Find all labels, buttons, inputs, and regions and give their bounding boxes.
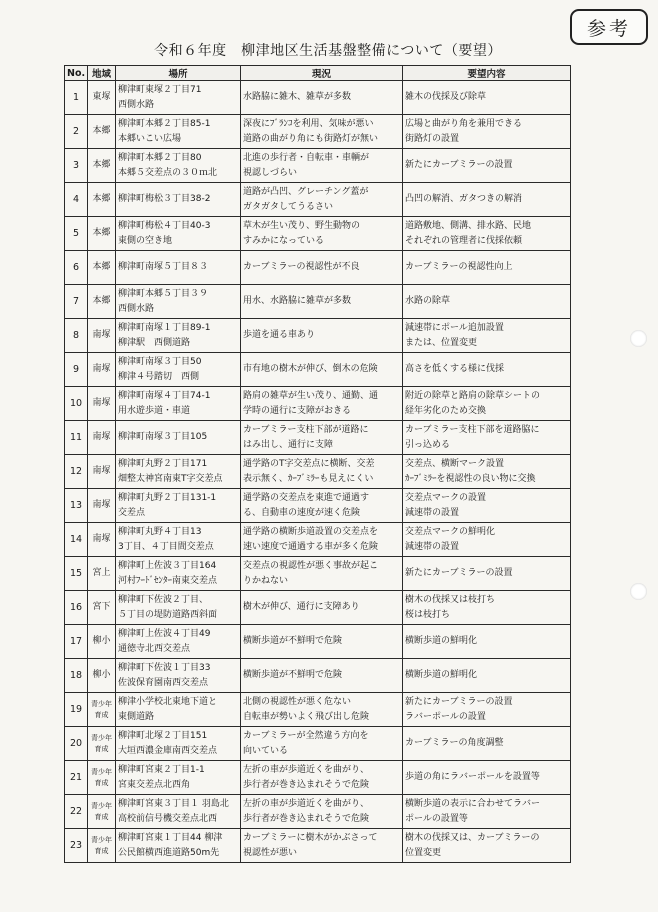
row-number: 17: [65, 625, 88, 659]
table-row: [65, 591, 571, 625]
request-line: 樹木の伐採又は、カーブミラーの: [405, 832, 540, 843]
table-row: [65, 421, 571, 455]
place-line: 柳津４号踏切 西側: [118, 371, 200, 382]
table-row: [65, 489, 571, 523]
row-request: [403, 659, 571, 693]
place-line: 柳津町宮東１丁目44 柳津: [118, 832, 223, 843]
table-row: [65, 183, 571, 217]
place-line: 柳津町下佐波１丁目33: [118, 662, 211, 673]
place-line: 柳津町下佐波２丁目、: [118, 594, 209, 605]
row-number: 21: [65, 761, 88, 795]
table-row: [65, 727, 571, 761]
status-line: 樹木が伸び、通行に支障あり: [243, 602, 360, 612]
request-line: 水路の除草: [405, 296, 451, 306]
row-area: 南塚: [88, 353, 116, 387]
status-line: 横断歩道が不鮮明で危険: [243, 670, 343, 680]
row-status: [241, 489, 403, 523]
request-line: ｶｰﾌﾞﾐﾗｰを視認性の良い物に交換: [405, 473, 536, 484]
row-request: [403, 115, 571, 149]
table-row: [65, 829, 571, 863]
row-request: [403, 693, 571, 727]
status-line: 表示無く、ｶｰﾌﾞﾐﾗｰも見えにくい: [243, 473, 374, 484]
punch-hole: [630, 583, 647, 600]
row-area: 柳小: [88, 659, 116, 693]
row-status: [241, 149, 403, 183]
status-line: 左折の車が歩道近くを曲がり、: [243, 798, 370, 809]
row-request: [403, 183, 571, 217]
request-line: カーブミラーの角度調整: [405, 738, 504, 748]
table-row: [65, 659, 571, 693]
status-line: 歩道を通る車あり: [243, 330, 316, 340]
table-row: [65, 285, 571, 319]
row-request: [403, 761, 571, 795]
request-line: または、位置変更: [405, 337, 478, 348]
row-place: [116, 829, 241, 863]
row-area: 本郷: [88, 115, 116, 149]
place-line: 3丁目、４丁目間交差点: [118, 541, 214, 552]
status-line: カーブミラーの視認性が不良: [243, 262, 360, 272]
status-line: 速い速度で通過する車が多く危険: [243, 541, 379, 552]
row-number: 13: [65, 489, 88, 523]
row-number: 7: [65, 285, 88, 319]
row-number: 19: [65, 693, 88, 727]
row-area: 南塚: [88, 489, 116, 523]
status-line: カーブミラー支柱下部が道路に: [243, 424, 369, 435]
request-line: 新たにカーブミラーの設置: [405, 696, 513, 707]
place-line: 柳津町梅松４丁目40-3: [118, 220, 211, 231]
place-line: 宮東交差点北西角: [118, 779, 191, 790]
place-line: 大垣西濃金庫南西交差点: [118, 745, 218, 756]
row-area: 南塚: [88, 523, 116, 557]
request-line: 位置変更: [405, 847, 442, 858]
status-line: 向いている: [243, 745, 289, 756]
page-title: 令和６年度 柳津地区生活基盤整備について（要望）: [154, 43, 502, 59]
row-place: [116, 795, 241, 829]
row-area: 宮上: [88, 557, 116, 591]
place-line: 柳津町北塚２丁目151: [118, 730, 208, 741]
table-body: [65, 81, 571, 863]
row-place: [116, 421, 241, 455]
table-row: [65, 795, 571, 829]
row-status: [241, 625, 403, 659]
status-line: 北側の視認性が悪く危ない: [243, 696, 352, 707]
place-line: 柳津町南塚３丁目105: [118, 432, 208, 442]
status-line: 学時の通行に支障がおきる: [243, 405, 352, 416]
table-row: [65, 319, 571, 353]
row-number: 16: [65, 591, 88, 625]
place-line: 柳津町東塚２丁目71: [118, 84, 202, 95]
row-request: [403, 81, 571, 115]
place-line: 本郷いこい広場: [118, 133, 182, 144]
request-line: 凸凹の解消、ガタつきの解消: [405, 194, 523, 204]
table-row: [65, 387, 571, 421]
row-request: [403, 421, 571, 455]
row-request: [403, 829, 571, 863]
row-status: [241, 591, 403, 625]
row-place: [116, 557, 241, 591]
status-line: 用水、水路脇に雑草が多数: [243, 296, 352, 306]
request-line: 新たにカーブミラーの設置: [405, 568, 513, 578]
row-place: [116, 183, 241, 217]
row-area: 宮下: [88, 591, 116, 625]
place-line: 柳津町南塚１丁目89-1: [118, 322, 211, 333]
place-line: 柳津町宮東２丁目1-1: [118, 764, 205, 775]
row-place: [116, 455, 241, 489]
table-row: [65, 761, 571, 795]
table-row: [65, 455, 571, 489]
row-area: 東塚: [88, 81, 116, 115]
status-line: 道路が凸凹、グレーチング蓋が: [243, 186, 369, 197]
status-line: カーブミラーに樹木がかぶさって: [243, 832, 378, 843]
table-header-row: [65, 66, 571, 81]
place-line: ５丁目の堤防道路西斜面: [118, 609, 218, 620]
request-line: 交差点マークの鮮明化: [405, 526, 496, 537]
row-status: [241, 693, 403, 727]
request-line: 交差点、横断マーク設置: [405, 458, 505, 469]
punch-hole: [630, 330, 647, 347]
place-line: 東側道路: [118, 711, 155, 722]
status-line: 横断歩道が不鮮明で危険: [243, 636, 343, 646]
place-line: 柳津駅 西側道路: [118, 337, 191, 348]
place-line: 柳津町上佐波４丁目49: [118, 628, 211, 639]
place-line: 西側水路: [118, 303, 155, 314]
place-line: 柳津町宮東３丁目１ 羽島北: [118, 798, 229, 809]
status-line: はみ出し、通行に支障: [243, 439, 334, 450]
place-line: 柳津町南塚４丁目74-1: [118, 390, 211, 401]
row-place: [116, 319, 241, 353]
row-area: 本郷: [88, 183, 116, 217]
request-line: 雑木の伐採及び除草: [405, 92, 487, 102]
place-line: 柳津町丸野２丁目131-1: [118, 492, 217, 503]
place-line: 柳津町丸野４丁目13: [118, 526, 202, 537]
place-line: 柳津町上佐波３丁目164: [118, 560, 217, 571]
row-request: [403, 489, 571, 523]
row-status: [241, 217, 403, 251]
header-status: 現況: [241, 66, 403, 81]
row-area: 青少年育成: [88, 829, 116, 863]
row-request: [403, 727, 571, 761]
row-request: [403, 625, 571, 659]
reference-stamp: 参考: [570, 9, 648, 45]
request-line: 道路敷地、側溝、排水路、民地: [405, 220, 532, 231]
row-status: [241, 761, 403, 795]
row-area: 本郷: [88, 251, 116, 285]
request-table: [64, 65, 571, 863]
place-line: 柳津町南塚５丁目８３: [118, 262, 209, 272]
status-line: 通学路のT字交差点に横断、交差: [243, 458, 375, 469]
status-line: 歩行者が巻き込まれそうで危険: [243, 813, 370, 824]
row-area: 南塚: [88, 421, 116, 455]
row-place: [116, 659, 241, 693]
row-number: 1: [65, 81, 88, 115]
row-area: 本郷: [88, 285, 116, 319]
table-row: [65, 693, 571, 727]
row-number: 20: [65, 727, 88, 761]
row-number: 12: [65, 455, 88, 489]
request-line: カーブミラー支柱下部を道路脇に: [405, 424, 540, 435]
table-row: [65, 251, 571, 285]
status-line: 市有地の樹木が伸び、倒木の危険: [243, 364, 378, 374]
row-number: 10: [65, 387, 88, 421]
header-request: 要望内容: [403, 66, 571, 81]
status-line: 草木が生い茂り、野生動物の: [243, 220, 361, 231]
row-area: 南塚: [88, 319, 116, 353]
row-status: [241, 421, 403, 455]
request-line: それぞれの管理者に伐採依頼: [405, 235, 523, 246]
request-line: 減速帯の設置: [405, 507, 460, 518]
row-place: [116, 217, 241, 251]
row-request: [403, 795, 571, 829]
status-line: 自転車が勢いよく飛び出し危険: [243, 711, 370, 722]
row-number: 4: [65, 183, 88, 217]
place-line: 用水遊歩道・車道: [118, 405, 191, 416]
row-status: [241, 727, 403, 761]
row-place: [116, 693, 241, 727]
row-request: [403, 285, 571, 319]
status-line: 深夜にﾌﾞﾗﾝｺを利用、気味が悪い: [243, 118, 374, 129]
request-line: 横断歩道の鮮明化: [405, 636, 478, 646]
row-area: 本郷: [88, 217, 116, 251]
row-request: [403, 149, 571, 183]
place-line: 佐波保育園南西交差点: [118, 677, 209, 688]
request-line: 歩道の角にラバーポールを設置等: [405, 772, 540, 782]
request-line: 樹木の伐採又は枝打ち: [405, 594, 496, 605]
header-area: 地域: [88, 66, 116, 81]
table-row: [65, 557, 571, 591]
status-line: 歩行者が巻き込まれそうで危険: [243, 779, 370, 790]
place-line: 柳津町丸野２丁目171: [118, 458, 208, 469]
request-line: 高さを低くする様に伐採: [405, 364, 505, 374]
row-area: 柳小: [88, 625, 116, 659]
row-status: [241, 829, 403, 863]
status-line: 道路の曲がり角にも街路灯が無い: [243, 133, 379, 144]
place-line: 柳津町南塚３丁目50: [118, 356, 202, 367]
place-line: 柳津町本郷２丁目80: [118, 152, 202, 163]
request-line: 広場と曲がり角を兼用できる: [405, 118, 523, 129]
request-line: 減速帯の設置: [405, 541, 460, 552]
row-request: [403, 523, 571, 557]
place-line: 柳津町本郷５丁目３９: [118, 288, 209, 299]
row-request: [403, 217, 571, 251]
row-status: [241, 523, 403, 557]
row-place: [116, 625, 241, 659]
row-request: [403, 591, 571, 625]
request-line: 経年劣化のため交換: [405, 405, 487, 416]
place-line: 公民館横西進道路50m先: [118, 847, 220, 858]
place-line: 高校前信号機交差点北西: [118, 813, 218, 824]
row-number: 14: [65, 523, 88, 557]
row-request: [403, 353, 571, 387]
status-line: すみかになっている: [243, 235, 325, 246]
table-row: [65, 523, 571, 557]
table-row: [65, 149, 571, 183]
place-line: 柳津町本郷２丁目85-1: [118, 118, 211, 129]
place-line: 柳津小学校北東地下道と: [118, 696, 218, 707]
row-request: [403, 455, 571, 489]
status-line: る、自動車の速度が速く危険: [243, 507, 361, 518]
request-line: 新たにカーブミラーの設置: [405, 160, 513, 170]
row-status: [241, 659, 403, 693]
row-place: [116, 387, 241, 421]
row-area: 本郷: [88, 149, 116, 183]
status-line: 視認しづらい: [243, 167, 298, 178]
row-number: 6: [65, 251, 88, 285]
row-status: [241, 557, 403, 591]
row-place: [116, 489, 241, 523]
row-number: 5: [65, 217, 88, 251]
row-area: 青少年育成: [88, 795, 116, 829]
row-number: 22: [65, 795, 88, 829]
row-place: [116, 81, 241, 115]
row-request: [403, 251, 571, 285]
row-place: [116, 115, 241, 149]
table-row: [65, 353, 571, 387]
place-line: 柳津町梅松３丁目38-2: [118, 194, 211, 204]
row-area: 青少年育成: [88, 693, 116, 727]
header-place: 場所: [116, 66, 241, 81]
place-line: 東側の空き地: [118, 235, 173, 246]
request-line: 横断歩道の鮮明化: [405, 670, 478, 680]
request-line: 附近の除草と路肩の除草シートの: [405, 390, 541, 401]
row-status: [241, 285, 403, 319]
status-line: 通学路の横断歩道設置の交差点を: [243, 526, 379, 537]
row-number: 2: [65, 115, 88, 149]
status-line: カーブミラーが全然違う方向を: [243, 730, 369, 741]
status-line: 路肩の雑草が生い茂り、通勤、通: [243, 390, 379, 401]
row-status: [241, 115, 403, 149]
row-area: 青少年育成: [88, 761, 116, 795]
row-place: [116, 251, 241, 285]
status-line: 水路脇に雑木、雑草が多数: [243, 92, 352, 102]
status-line: りかねない: [243, 575, 289, 586]
row-number: 18: [65, 659, 88, 693]
request-line: 横断歩道の表示に合わせてラバー: [405, 798, 541, 809]
place-line: 河村ﾌｰﾄﾞｾﾝﾀｰ南東交差点: [118, 575, 218, 586]
place-line: 本郷５交差点の３０ｍ北: [118, 167, 218, 178]
row-place: [116, 285, 241, 319]
status-line: 視認性が悪い: [243, 847, 298, 858]
row-request: [403, 557, 571, 591]
row-status: [241, 183, 403, 217]
request-line: 引っ込める: [405, 439, 451, 450]
row-status: [241, 795, 403, 829]
request-line: ポールの設置等: [405, 813, 468, 824]
row-request: [403, 387, 571, 421]
row-number: 8: [65, 319, 88, 353]
request-line: カーブミラーの視認性向上: [405, 262, 513, 272]
row-place: [116, 761, 241, 795]
row-request: [403, 319, 571, 353]
row-status: [241, 81, 403, 115]
request-line: ラバーポールの設置: [405, 711, 486, 722]
row-number: 11: [65, 421, 88, 455]
place-line: 交差点: [118, 507, 146, 518]
status-line: 北進の歩行者・自転車・車輌が: [243, 152, 370, 163]
status-line: ガタガタしてうるさい: [243, 201, 334, 212]
row-status: [241, 387, 403, 421]
row-area: 南塚: [88, 387, 116, 421]
status-line: 交差点の視認性が悪く事故が起こ: [243, 560, 379, 571]
place-line: 通徳寺北西交差点: [118, 643, 191, 654]
row-status: [241, 455, 403, 489]
row-area: 青少年育成: [88, 727, 116, 761]
table-row: [65, 115, 571, 149]
table-row: [65, 217, 571, 251]
request-line: 交差点マークの設置: [405, 492, 487, 503]
row-area: 南塚: [88, 455, 116, 489]
row-place: [116, 149, 241, 183]
table-row: [65, 625, 571, 659]
row-place: [116, 727, 241, 761]
row-place: [116, 353, 241, 387]
status-line: 通学路の交差点を東進で通過す: [243, 492, 370, 503]
row-status: [241, 353, 403, 387]
row-number: 3: [65, 149, 88, 183]
row-place: [116, 591, 241, 625]
row-number: 9: [65, 353, 88, 387]
row-place: [116, 523, 241, 557]
request-line: 減速帯にポール追加設置: [405, 322, 504, 333]
row-status: [241, 251, 403, 285]
request-line: 桜は枝打ち: [405, 609, 451, 620]
table-row: [65, 81, 571, 115]
request-line: 街路灯の設置: [405, 133, 460, 144]
row-number: 15: [65, 557, 88, 591]
place-line: 畑整太神宮南東T字交差点: [118, 473, 223, 484]
row-number: 23: [65, 829, 88, 863]
status-line: 左折の車が歩道近くを曲がり、: [243, 764, 370, 775]
row-status: [241, 319, 403, 353]
header-no: No.: [65, 66, 88, 81]
place-line: 西側水路: [118, 99, 155, 110]
